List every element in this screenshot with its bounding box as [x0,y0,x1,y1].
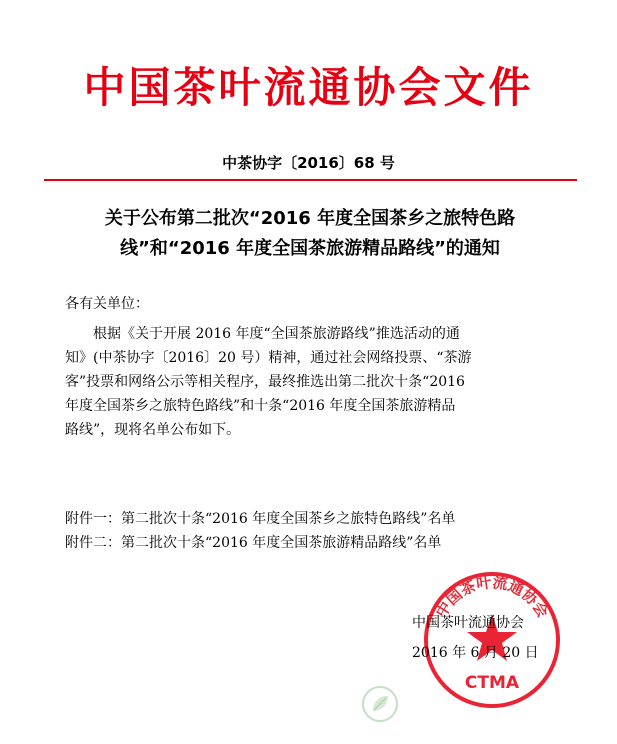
document-number: 中茶协字〔2016〕68 号 [222,154,395,172]
leaf-logo-icon [360,684,400,724]
body-line-1: 根据《关于开展 2016 年度“全国茶旅游路线”推选活动的通 [93,326,460,342]
attachments-list [65,507,455,555]
header-divider [44,179,577,181]
body-line-4: 年度全国茶乡之旅特色路线”和十条“2016 年度全国茶旅游精品 [65,398,456,414]
attachment-2: 附件二：第二批次十条“2016 年度全国茶旅游精品路线”名单 [65,535,442,551]
seal-abbr: CTMA [464,673,520,693]
attachment-1: 附件一：第二批次十条“2016 年度全国茶乡之旅特色路线”名单 [65,511,456,527]
salutation: 各有关单位： [65,296,149,312]
seal-arc-text: 中国茶叶流通协会 [432,573,552,621]
notice-title [60,204,560,264]
body-paragraph [65,322,565,442]
notice-title-line-1: 关于公布第二批次“2016 年度全国茶乡之旅特色路 [104,208,516,229]
body-line-5: 路线”，现将名单公布如下。 [65,422,241,438]
document-header-title: 中国茶叶流通协会文件 [83,63,534,112]
body-line-3: 客”投票和网络公示等相关程序，最终推选出第二批次十条“2016 [65,374,465,390]
signature-org: 中国茶叶流通协会 [412,615,524,631]
signature-date: 2016 年 6 月 20 日 [412,645,539,661]
notice-title-line-2: 线”和“2016 年度全国茶旅游精品路线”的通知 [120,238,500,259]
body-line-2: 知》(中茶协字〔2016〕20 号）精神，通过社会网络投票、“茶游 [65,350,472,366]
signature-block [412,608,539,668]
